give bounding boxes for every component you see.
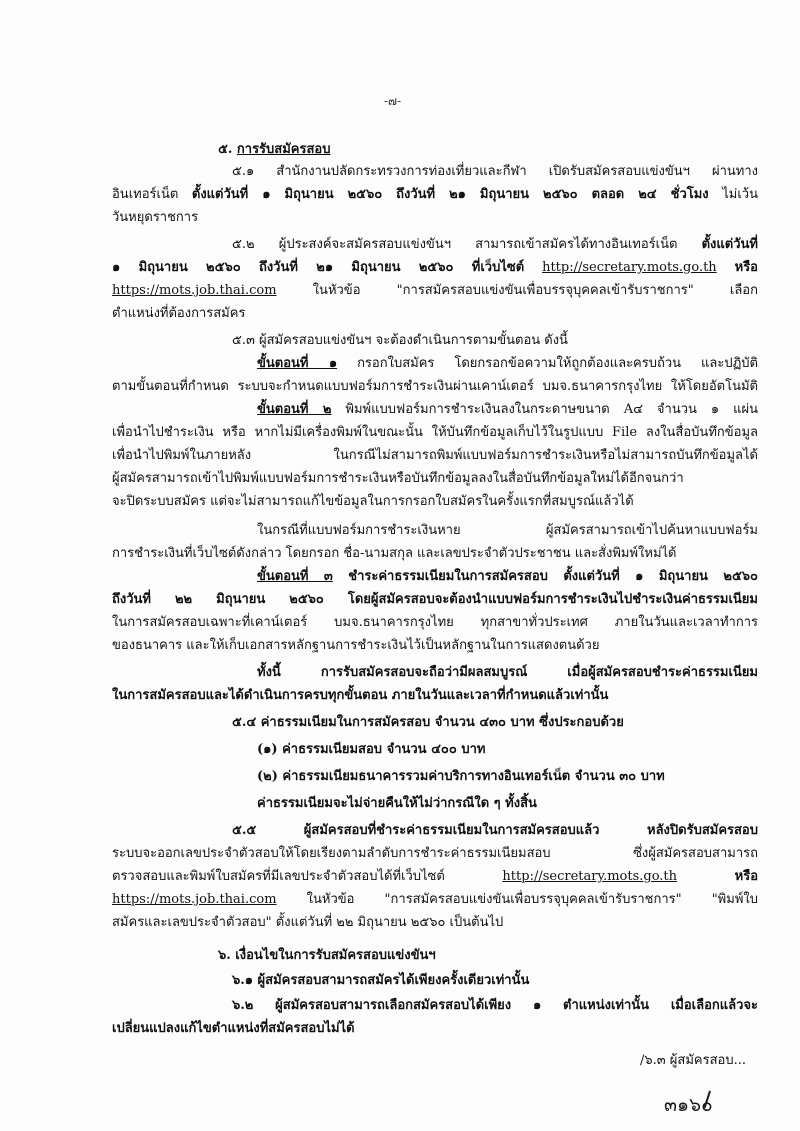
- step2-line4: ผู้สมัครสามารถเข้าไปพิมพ์แบบฟอร์มการชำระเงินหรือบันทึกข้อมูลลงในสื่อบันทึกข้อมูลใหม่ได้อีกจนกว่า: [112, 471, 684, 486]
- step2-label: ขั้นตอนที่ ๒: [257, 402, 332, 417]
- p55-line1: ๕.๕ ผู้สมัครสอบที่ชำระค่าธรรมเนียมในการสมัครสอบแล้ว หลังปิดรับสมัครสอบ: [232, 823, 758, 838]
- p52-line1: [232, 236, 758, 254]
- p52-line1-a: ๕.๒ ผู้ประสงค์จะสมัครสอบแข่งขันฯ สามารถเข้าสมัครได้ทางอินเทอร์เน็ต: [232, 237, 678, 252]
- page-number: -๗-: [384, 94, 402, 108]
- p51-line2: [112, 186, 758, 204]
- p55-or: หรือ: [734, 869, 758, 884]
- section-5-heading: [218, 141, 330, 159]
- p54-line1: ๕.๔ ค่าธรรมเนียมในการสมัครสอบ จำนวน ๔๓๐ บาท ซึ่งประกอบด้วย: [232, 715, 624, 730]
- p52-or: หรือ: [734, 260, 758, 275]
- p53-line1: ๕.๓ ผู้สมัครสอบแข่งขันฯ จะต้องดำเนินการตามขั้นตอน ดังนี้: [232, 333, 568, 348]
- p52-line3-b: ในหัวข้อ "การสมัครสอบแข่งขันเพื่อบรรจุบุคคลเข้ารับราชการ" เลือก: [312, 283, 758, 298]
- p62-line1: ๖.๒ ผู้สมัครสอบสามารถเลือกสมัครสอบได้เพียง ๑ ตำแหน่งเท่านั้น เมื่อเลือกแล้วจะ: [232, 998, 758, 1013]
- p54-item2: (๒) ค่าธรรมเนียมธนาคารรวมค่าบริการทางอินเทอร์เน็ต จำนวน ๓๐ บาท: [257, 769, 665, 784]
- step2-text: พิมพ์แบบฟอร์มการชำระเงินลงในกระดาษขนาด A๔ จำนวน ๑ แผ่น: [345, 402, 758, 417]
- p51-line3: วันหยุดราชการ: [112, 210, 199, 225]
- p54-line4: ค่าธรรมเนียมจะไม่จ่ายคืนให้ไม่ว่ากรณีใด ๆ ทั้งสิ้น: [257, 796, 537, 811]
- p52-line3: [112, 282, 758, 300]
- p52-date-range: ๑ มิถุนายน ๒๕๖๐ ถึงวันที่ ๒๑ มิถุนายน ๒๕๖๐ ที่เว็บไซต์: [112, 260, 525, 275]
- p52-line2: [112, 259, 758, 277]
- p51-date-range: ตั้งแต่วันที่ ๑ มิถุนายน ๒๕๖๐ ถึงวันที่ ๒๑ มิถุนายน ๒๕๖๐ ตลอด ๒๔ ชั่วโมง: [191, 187, 709, 202]
- step3-line4: ของธนาคาร และให้เก็บเอกสารหลักฐานการชำระเงินไว้เป็นหลักฐานในการแสดงตนด้วย: [112, 638, 600, 653]
- step2-line2: เพื่อนำไปชำระเงิน หรือ หากไม่มีเครื่องพิมพ์ในขณะนั้น ให้บันทึกข้อมูลเก็บไว้ในรูปแบบ File ลงในสื่อบันทึกข้อมูล: [112, 425, 758, 440]
- step2-line1: [257, 401, 758, 419]
- handwritten-page-stamp: ๓๑๖๐: [664, 1094, 713, 1116]
- section-5-title: การรับสมัครสอบ: [236, 142, 331, 157]
- step2-line5: จะปิดระบบสมัคร แต่จะไม่สามารถแก้ไขข้อมูลในการกรอกใบสมัครในครั้งแรกที่สมบูรณ์แล้วได้: [112, 494, 634, 509]
- p55-line3: [112, 868, 758, 886]
- step3-text: ชำระค่าธรรมเนียมในการสมัครสอบ ตั้งแต่วันที่ ๑ มิถุนายน ๒๕๖๐: [348, 569, 758, 584]
- step1-line2: ตามขั้นตอนที่กำหนด ระบบจะกำหนดแบบฟอร์มการชำระเงินผ่านเคาน์เตอร์ บมจ.ธนาคารกรุงไทย ให้โดยอัตโนมัติ: [112, 379, 758, 394]
- step1-text: กรอกใบสมัคร โดยกรอกข้อความให้ถูกต้องและครบถ้วน และปฏิบัติ: [357, 356, 758, 371]
- p55-line3-a: ตรวจสอบและพิมพ์ใบสมัครที่มีเลขประจำตัวสอบได้ที่เว็บไซต์: [112, 869, 445, 884]
- section-5-number: ๕.: [218, 142, 233, 157]
- section-6-heading: ๖. เงื่อนไขในการรับสมัครสอบแข่งขันฯ: [218, 948, 436, 963]
- step3-line1: [257, 568, 758, 586]
- note-line1: ทั้งนี้ การรับสมัครสอบจะถือว่ามีผลสมบูรณ์ เมื่อผู้สมัครสอบชำระค่าธรรมเนียม: [257, 665, 758, 680]
- p62-line2: เปลี่ยนแปลงแก้ไขตำแหน่งที่สมัครสอบไม่ได้: [112, 1021, 355, 1036]
- step1-label: ขั้นตอนที่ ๑: [257, 356, 338, 371]
- p55-line4: [112, 891, 758, 909]
- p55-line2: ระบบจะออกเลขประจำตัวสอบให้โดยเรียงตามลำดับการชำระค่าธรรมเนียมสอบ ซึ่งผู้สมัครสอบสามารถ: [112, 846, 758, 861]
- step3-label: ขั้นตอนที่ ๓: [257, 569, 333, 584]
- p51-line1: ๕.๑ สำนักงานปลัดกระทรวงการท่องเที่ยวและกีฬา เปิดรับสมัครสอบแข่งขันฯ ผ่านทาง: [232, 164, 758, 179]
- secretary-website-link[interactable]: http://secretary.mots.go.th: [542, 260, 717, 275]
- p52-line1-b: ตั้งแต่วันที่: [701, 237, 758, 252]
- p51-line2-c: ไม่เว้น: [722, 187, 758, 202]
- lost-form-line2: การชำระเงินที่เว็บไซต์ดังกล่าว โดยกรอก ชื่อ-นามสกุล และเลขประจำตัวประชาชน และสั่งพิมพ์ใหม่ได้: [112, 546, 677, 561]
- p51-line2-a: อินเทอร์เน็ต: [112, 187, 179, 202]
- step3-line3: ในการสมัครสอบเฉพาะที่เคาน์เตอร์ บมจ.ธนาคารกรุงไทย ทุกสาขาทั่วประเทศ ภายในวันและเวลาทำการ: [112, 615, 758, 630]
- job-website-link-2[interactable]: https://mots.job.thai.com: [112, 892, 277, 907]
- p55-line4-b: ในหัวข้อ "การสมัครสอบแข่งขันเพื่อบรรจุบุคคลเข้ารับราชการ" "พิมพ์ใบ: [306, 892, 758, 907]
- p61: ๖.๑ ผู้สมัครสอบสามารถสมัครได้เพียงครั้งเดียวเท่านั้น: [232, 973, 530, 988]
- job-website-link[interactable]: https://mots.job.thai.com: [112, 283, 277, 298]
- step3-line2: ถึงวันที่ ๒๒ มิถุนายน ๒๕๖๐ โดยผู้สมัครสอบจะต้องนำแบบฟอร์มการชำระเงินไปชำระเงินค่าธรรมเนียม: [112, 592, 758, 607]
- step2-line3: เพื่อนำไปพิมพ์ในภายหลัง ในกรณีไม่สามารถพิมพ์แบบฟอร์มการชำระเงินหรือไม่สามารถบันทึกข้อมูลได้: [112, 448, 758, 463]
- p52-line4: ตำแหน่งที่ต้องการสมัคร: [112, 306, 246, 321]
- continuation-marker: /๖.๓ ผู้สมัครสอบ...: [640, 1053, 746, 1068]
- secretary-website-link-2[interactable]: http://secretary.mots.go.th: [502, 869, 678, 884]
- step1-line1: [257, 355, 758, 373]
- lost-form-line1: ในกรณีที่แบบฟอร์มการชำระเงินหาย ผู้สมัครสามารถเข้าไปค้นหาแบบฟอร์ม: [257, 523, 758, 538]
- note-line2: ในการสมัครสอบและได้ดำเนินการครบทุกขั้นตอน ภายในวันและเวลาที่กำหนดแล้วเท่านั้น: [112, 688, 609, 703]
- p54-item1: (๑) ค่าธรรมเนียมสอบ จำนวน ๔๐๐ บาท: [257, 742, 486, 757]
- p55-line5: สมัครและเลขประจำตัวสอบ" ตั้งแต่วันที่ ๒๒ มิถุนายน ๒๕๖๐ เป็นต้นไป: [112, 915, 504, 930]
